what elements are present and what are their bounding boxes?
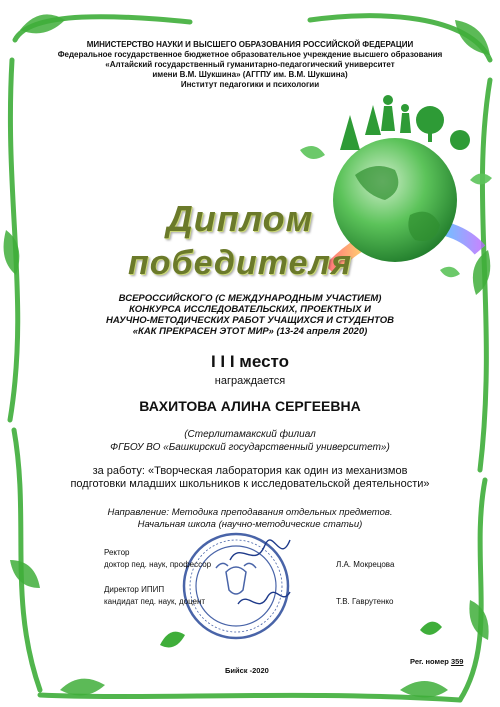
work-line-2: подготовки младших школьников к исследовательской деятельности» — [70, 478, 430, 490]
contest-name — [0, 293, 500, 337]
affiliation-line-1: (Стерлитамакский филиал — [184, 429, 316, 440]
stamp — [184, 534, 288, 638]
director-name: Т.В. Гаврутенко — [336, 597, 394, 606]
winner-name: ВАХИТОВА АЛИНА СЕРГЕЕВНА — [139, 398, 361, 414]
director-title: Директор ИПИП — [104, 585, 165, 594]
awarded-label: награждается — [214, 375, 286, 387]
city-year: Бийск -2020 — [225, 666, 269, 675]
reg-label: Рег. номер — [410, 657, 449, 666]
contest-line-3: НАУЧНО-МЕТОДИЧЕСКИХ РАБОТ УЧАЩИХСЯ И СТУДЕНТОВ — [106, 315, 394, 326]
contest-line-2: КОНКУРСА ИССЛЕДОВАТЕЛЬСКИХ, ПРОЕКТНЫХ И — [129, 304, 371, 315]
diploma-title: Диплом — [166, 198, 314, 239]
direction-line-2: Начальная школа (научно-методические статьи) — [137, 519, 363, 530]
rector-degree: доктор пед. наук, профессор — [104, 560, 212, 569]
reg-number: 359 — [450, 657, 464, 666]
header-line-5: Институт педагогики и психологии — [180, 80, 320, 89]
header-line-1: МИНИСТЕРСТВО НАУКИ И ВЫСШЕГО ОБРАЗОВАНИЯ РОССИЙСКОЙ ФЕДЕРАЦИИ — [86, 40, 414, 49]
place-label: I I I место — [210, 352, 290, 371]
director-degree: кандидат пед. наук, доцент — [104, 597, 206, 606]
affiliation — [0, 428, 500, 454]
registration-number — [410, 657, 463, 666]
header-line-3: «Алтайский государственный гуманитарно-педагогический университет — [105, 60, 395, 69]
work-title — [0, 465, 500, 491]
ministry-header — [0, 40, 500, 90]
work-line-1: за работу: «Творческая лаборатория как один из механизмов — [92, 465, 408, 477]
contest-line-1: ВСЕРОССИЙСКОГО (С МЕЖДУНАРОДНЫМ УЧАСТИЕМ) — [118, 293, 382, 304]
direction — [0, 507, 500, 531]
diploma-subtitle: победителя — [128, 244, 352, 282]
affiliation-line-2: ФГБОУ ВО «Башкирский государственный университет») — [110, 442, 390, 453]
header-line-2: Федеральное государственное бюджетное образовательное учреждение высшего образования — [57, 50, 443, 59]
contest-line-4: «КАК ПРЕКРАСЕН ЭТОТ МИР» (13-24 апреля 2020) — [132, 326, 368, 337]
header-line-4: имени В.М. Шукшина» (АГГПУ им. В.М. Шукшина) — [152, 70, 348, 79]
rector-title: Ректор — [104, 548, 130, 557]
rector-name: Л.А. Мокрецова — [336, 560, 395, 569]
direction-line-1: Направление: Методика преподавания отдельных предметов. — [107, 507, 393, 518]
